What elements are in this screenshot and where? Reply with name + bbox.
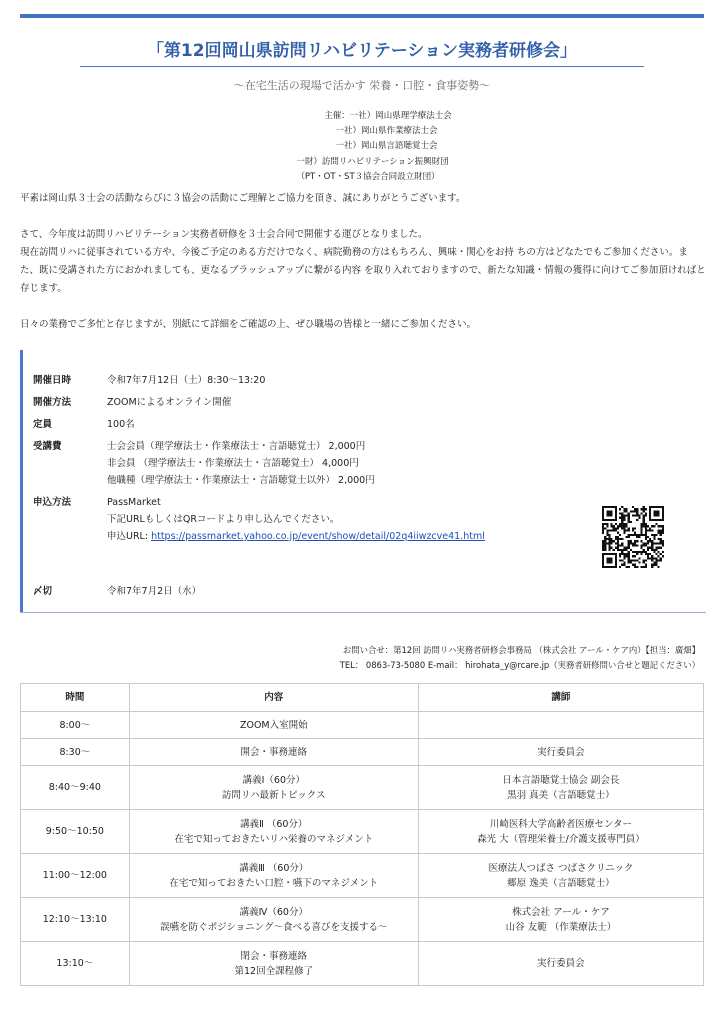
- lecturer-line: 実行委員会: [537, 958, 585, 969]
- content-line: 講義Ⅳ（60分）: [239, 906, 308, 918]
- content-cell: [129, 942, 418, 986]
- lecturer-line: 川崎医科大学高齢者医療センター: [489, 818, 632, 830]
- lecturer-line: 実行委員会: [537, 746, 585, 758]
- table-row: [21, 810, 704, 854]
- lecturer-line: 日本言語聴覚士協会 副会長: [502, 774, 620, 786]
- time-cell: 8:40～9:40: [21, 766, 130, 810]
- lecturer-cell: [418, 810, 703, 854]
- content-line: 誤嚥を防ぐポジショニング～食べる喜びを支援する～: [160, 921, 388, 933]
- content-line: 講義Ⅱ （60分）: [240, 818, 308, 830]
- content-cell: [129, 898, 418, 942]
- contact-line: お問い合せ：第12回 訪問リハ実務者研修会事務局 （株式会社 アール・ケア内）【担当：廣畑】: [342, 645, 700, 655]
- page-title: 「第12回岡山県訪問リハビリテーション実務者研修会」: [146, 41, 578, 61]
- intro-paragraph: 現在訪問リハに従事されている方や、今後ご予定のある方だけでなく、病院勤務の方はもちろん、興味・関心をお持 ちの方はどなたでもご参加ください。また、既に受講された方におかれましても、更なるブラッシュアップに繋がる内容 を取り入れておりますので、新たな知識・情報の獲得に向けてご参加頂ければと存じます。: [20, 247, 706, 294]
- time-cell: 12:10～13:10: [21, 898, 130, 942]
- time-cell: 13:10～: [21, 942, 130, 986]
- organizers: [0, 109, 724, 185]
- info-label: 受講費: [33, 441, 62, 452]
- table-row: [21, 854, 704, 898]
- url-prefix: 申込URL:: [107, 531, 152, 542]
- time-cell: 8:00～: [21, 712, 130, 739]
- lecturer-line: 黒羽 真美（言語聴覚士）: [507, 789, 615, 801]
- info-label: 定員: [33, 419, 53, 430]
- intro-paragraph: さて、今年度は訪問リハビリテーション実務者研修を３士会合同で開催する運びとなりました。: [20, 229, 428, 240]
- fee-line: 士会会員（理学療法士・作業療法士・言語聴覚士） 2,000円: [107, 441, 366, 452]
- content-line: 講義Ⅰ（60分）: [242, 774, 305, 786]
- apply-line: 下記URLもしくはQRコードより申し込んでください。: [107, 514, 340, 525]
- apply-url-link[interactable]: https://passmarket.yahoo.co.jp/event/show/detail/02q4iiwzcve41.html: [151, 531, 485, 542]
- lecturer-cell: [418, 739, 703, 766]
- organizer-line: 主催：一社）岡山県理学療法士会: [324, 111, 452, 121]
- content-cell: [129, 766, 418, 810]
- lecturer-line: 郷原 逸美（言語聴覚士）: [507, 877, 615, 889]
- greeting-text: [20, 190, 706, 334]
- info-label: 申込方法: [33, 497, 72, 508]
- qr-code-icon[interactable]: [602, 506, 664, 568]
- column-header: 内容: [129, 684, 418, 712]
- time-cell: 11:00～12:00: [21, 854, 130, 898]
- schedule-table: [20, 683, 704, 986]
- info-label: 開催日時: [33, 375, 72, 386]
- info-value: 100名: [107, 419, 135, 430]
- event-info-box: [20, 350, 706, 613]
- lecturer-line: 医療法人つばさ つばさクリニック: [488, 862, 634, 874]
- info-value: ZOOMによるオンライン開催: [107, 397, 232, 408]
- info-label: 開催方法: [33, 397, 72, 408]
- lecturer-cell: [418, 942, 703, 986]
- content-cell: [129, 712, 418, 739]
- organizer-line: （PT・OT・ST３協会合同設立財団）: [296, 171, 440, 182]
- info-accent-bar: [20, 350, 23, 613]
- info-label: 〆切: [33, 586, 53, 597]
- contact-info: [340, 643, 700, 673]
- column-header: 講師: [418, 684, 703, 712]
- lecturer-cell: [418, 712, 703, 739]
- table-row: [21, 766, 704, 810]
- lecturer-line: 山谷 友範 （作業療法士）: [505, 921, 617, 933]
- organizer-line: 一社）岡山県言語聴覚士会: [335, 141, 438, 152]
- content-cell: [129, 810, 418, 854]
- content-cell: [129, 739, 418, 766]
- content-line: ZOOM入室開始: [239, 719, 308, 731]
- lecturer-cell: [418, 854, 703, 898]
- organizer-line: 一財）訪問リハビリテーション振興財団: [296, 156, 449, 167]
- greeting-paragraph: 平素は岡山県３士会の活動ならびに３協会の活動にご理解とご協力を頂き、誠にありがとうございます。: [20, 193, 466, 204]
- info-divider: [20, 612, 706, 613]
- closing-paragraph: 日々の業務でご多忙と存じますが、別紙にて詳細をご確認の上、ぜひ職場の皆様と一緒にご参加ください。: [20, 319, 477, 330]
- content-line: 第12回全課程修了: [234, 965, 314, 977]
- lecturer-line: 森光 大（管理栄養士/介護支援専門員）: [477, 833, 645, 845]
- lecturer-cell: [418, 898, 703, 942]
- subtitle: ～在宅生活の現場で活かす 栄養・口腔・食事姿勢～: [233, 79, 491, 92]
- lecturer-line: 株式会社 アール・ケア: [512, 906, 610, 918]
- fee-line: 非会員 （理学療法士・作業療法士・言語聴覚士） 4,000円: [107, 458, 359, 469]
- time-cell: 9:50～10:50: [21, 810, 130, 854]
- contact-line: TEL： 0863-73-5080 E-mail： hirohata_y@rcare.jp（実務者研修問い合せと題記ください）: [339, 660, 700, 670]
- organizer-line: 一社）岡山県作業療法士会: [335, 126, 438, 137]
- info-value: [107, 438, 706, 489]
- content-line: 在宅で知っておきたいリハ栄養のマネジメント: [174, 833, 374, 845]
- table-row: [21, 942, 704, 986]
- column-header: 時間: [21, 684, 130, 712]
- table-header-row: [21, 684, 704, 712]
- title-underline: [80, 66, 644, 67]
- content-line: 開会・事務連絡: [240, 746, 308, 758]
- info-value: 令和7年7月2日（水）: [107, 586, 202, 597]
- content-line: 訪問リハ最新トピックス: [221, 789, 326, 801]
- apply-line: PassMarket: [107, 497, 161, 508]
- time-cell: 8:30～: [21, 739, 130, 766]
- fee-line: 他職種（理学療法士・作業療法士・言語聴覚士以外） 2,000円: [107, 475, 375, 486]
- content-line: 在宅で知っておきたい口腔・嚥下のマネジメント: [169, 877, 379, 889]
- content-line: 講義Ⅲ （60分）: [239, 862, 309, 874]
- top-accent-bar: [20, 14, 704, 18]
- table-row: [21, 898, 704, 942]
- table-row: [21, 739, 704, 766]
- table-row: [21, 712, 704, 739]
- lecturer-cell: [418, 766, 703, 810]
- content-line: 閉会・事務連絡: [240, 950, 308, 962]
- info-value: 令和7年7月12日（土）8:30～13:20: [107, 375, 266, 386]
- content-cell: [129, 854, 418, 898]
